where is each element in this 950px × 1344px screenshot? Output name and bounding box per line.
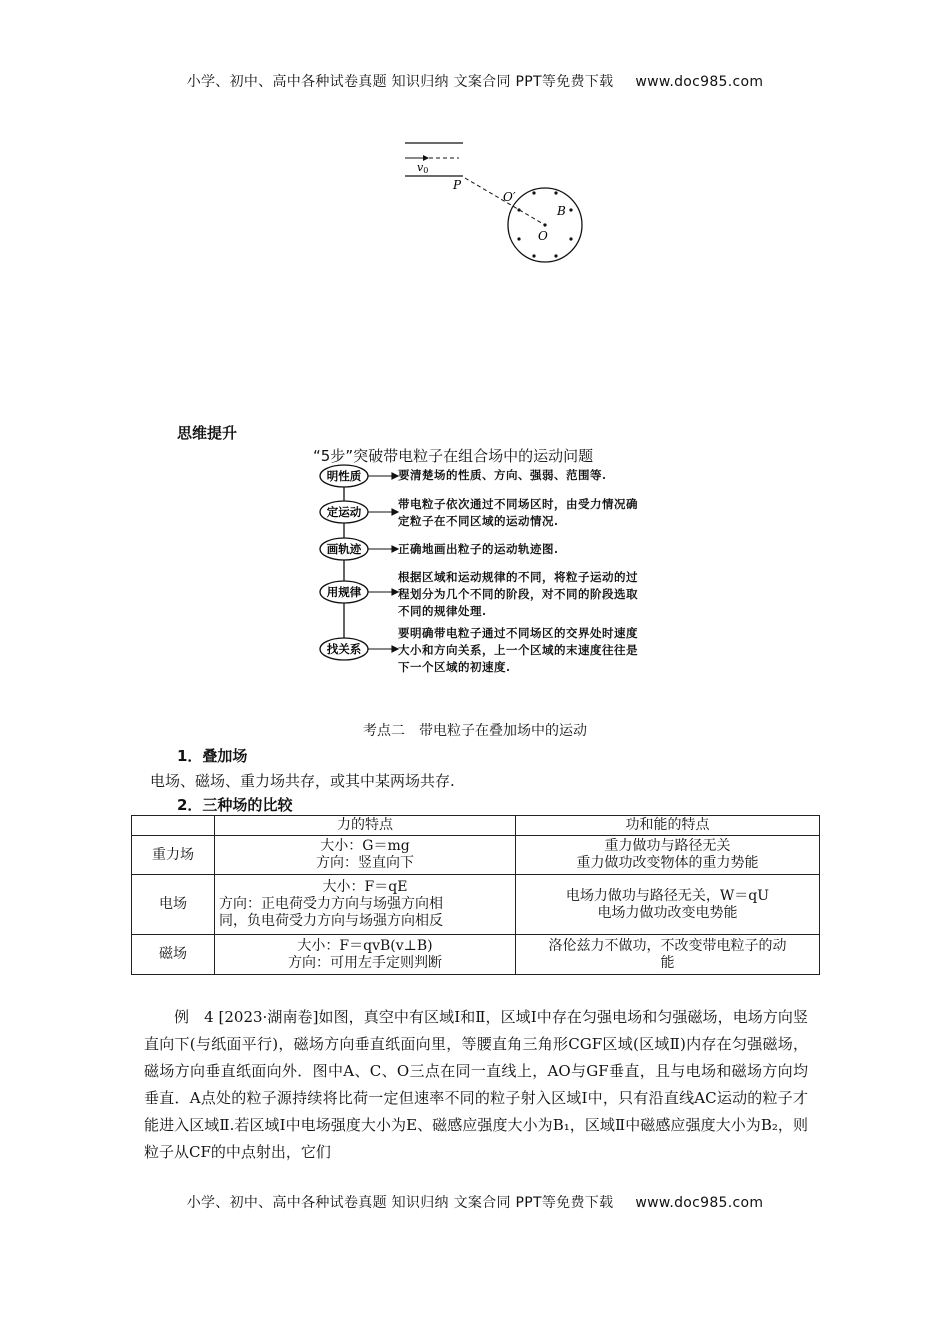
label-O: O: [538, 229, 548, 243]
energy-cell: 电场力做功与路径无关，W＝qU 电场力做功改变电势能: [516, 875, 820, 935]
label-v0: v0: [417, 161, 429, 175]
flow-desc-5: 要明确带电粒子通过不同场区的交界处时速度 大小和方向关系，上一个区域的末速度往往是 下一个区域的初速度.: [398, 626, 638, 674]
page-footer: [0, 1192, 950, 1212]
table-header-cell: 力的特点: [215, 816, 516, 836]
table-header-cell: [132, 816, 215, 836]
kaodian-title: 考点二 带电粒子在叠加场中的运动: [363, 723, 587, 739]
svg-text:定运动: 定运动: [326, 505, 362, 519]
flow-desc-1: 要清楚场的性质、方向、强弱、范围等.: [398, 468, 607, 482]
table-header-cell: 功和能的特点: [516, 816, 820, 836]
force-cell: 大小：F＝qvB(v⊥B) 方向：可用左手定则判断: [215, 935, 516, 975]
flow-desc-3: 正确地画出粒子的运动轨迹图.: [398, 542, 559, 556]
svg-text:明性质: 明性质: [326, 469, 362, 483]
force-cell: 大小：F＝qE 方向：正电荷受力方向与场强方向相 同，负电荷受力方向与场强方向相反: [215, 875, 516, 935]
center-point: [543, 223, 546, 226]
flow-node-1: [320, 465, 368, 487]
flow-title: “5步”突破带电粒子在组合场中的运动问题: [313, 447, 594, 465]
page-header: [0, 71, 950, 91]
arrow-head: [423, 155, 429, 161]
section-label: 思维提升: [177, 424, 238, 442]
s1-text: 电场、磁场、重力场共存，或其中某两场共存.: [150, 772, 455, 790]
table-row: [132, 836, 820, 875]
force-cell: 大小：G＝mg 方向：竖直向下: [215, 836, 516, 875]
s1-title: 1．叠加场: [177, 747, 248, 765]
flow-node-5: [320, 638, 368, 660]
example-4-text: 例 4 [2023·湖南卷]如图，真空中有区域Ⅰ和Ⅱ，区域Ⅰ中存在匀强电场和匀强磁场，电场方向竖直向下(与纸面平行)，磁场方向垂直纸面向里，等腰直角三角形CGF区域(区域Ⅱ)内存在匀强磁场，磁场方向垂直纸面向外．图中A、C、O三点在同一直线上，AO与GF垂直，且与电场和磁场方向均垂直．A点处的粒子源持续将比荷一定但速率不同的粒子射入区域Ⅰ中，只有沿直线AC运动的粒子才能进入区域Ⅱ.若区域Ⅰ中电场强度大小为E、磁感应强度大小为B₁，区域Ⅱ中磁感应强度大小为B₂，则粒子从CF的中点射出，它们: [144, 1008, 808, 1161]
energy-cell: 洛伦兹力不做功，不改变带电粒子的动 能: [516, 935, 820, 975]
row-name: 重力场: [132, 836, 215, 875]
label-B: B: [557, 204, 566, 218]
row-name: 电场: [132, 875, 215, 935]
row-name: 磁场: [132, 935, 215, 975]
flow-arrows: [368, 473, 398, 652]
footer-url[interactable]: www.doc985.com: [635, 1195, 764, 1211]
flow-desc-2: 带电粒子依次通过不同场区时，由受力情况确 定粒子在不同区域的运动情况.: [398, 497, 638, 528]
field-comparison-table: [131, 815, 820, 975]
flow-desc-4: 根据区域和运动规律的不同，将粒子运动的过 程划分为几个不同的阶段，对不同的阶段选取 不同的规律处理.: [398, 570, 638, 618]
svg-text:用规律: 用规律: [326, 585, 362, 599]
s2-title: 2．三种场的比较: [177, 796, 293, 814]
table-header-row: [132, 816, 820, 836]
header-url[interactable]: www.doc985.com: [635, 74, 764, 90]
svg-text:找关系: 找关系: [326, 642, 362, 656]
capacitor-magnetic-field-diagram: [395, 135, 625, 265]
header-text: 小学、初中、高中各种试卷真题 知识归纳 文案合同 PPT等免费下载: [186, 74, 614, 90]
flow-node-4: [320, 581, 368, 603]
svg-text:画轨迹: 画轨迹: [326, 542, 362, 556]
table-row: [132, 935, 820, 975]
label-P: P: [453, 178, 462, 192]
energy-cell: 重力做功与路径无关 重力做功改变物体的重力势能: [516, 836, 820, 875]
flow-node-2: [320, 501, 368, 523]
footer-text: 小学、初中、高中各种试卷真题 知识归纳 文案合同 PPT等免费下载: [186, 1195, 614, 1211]
five-step-flowchart: [312, 462, 412, 678]
table-row: [132, 875, 820, 935]
label-O-prime: O′: [503, 190, 516, 204]
flow-node-3: [320, 538, 368, 560]
